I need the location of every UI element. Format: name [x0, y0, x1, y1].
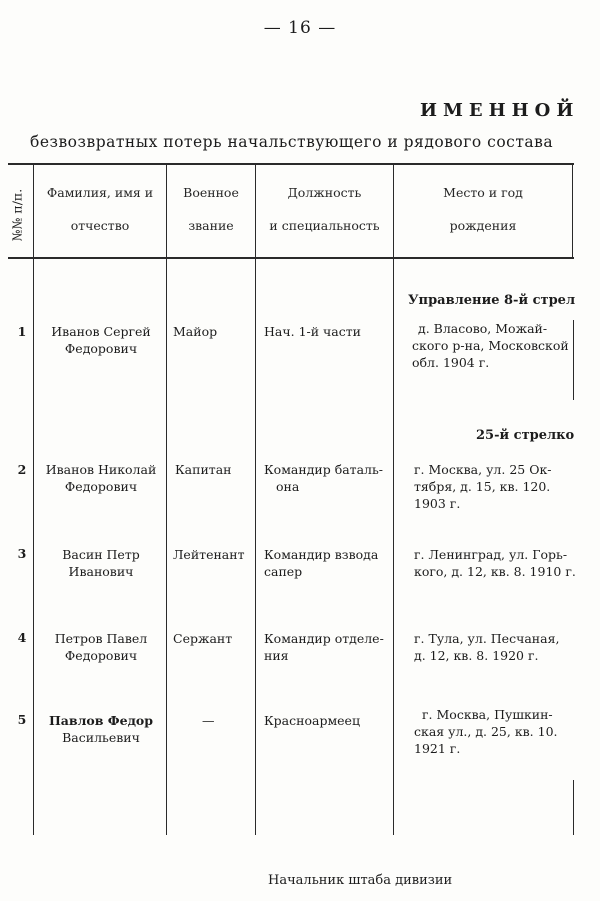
row-name: Петров Павел Федорович: [54, 631, 148, 663]
table-header-rule: [8, 257, 574, 259]
row-rank: Капитан: [175, 462, 232, 477]
row-rank: —: [202, 713, 215, 728]
unit-heading: Управление 8-й стрел: [408, 293, 576, 308]
header-rank: Военное звание: [183, 185, 239, 233]
row-number: 2: [17, 462, 27, 477]
unit-heading: 25-й стрелко: [476, 428, 575, 443]
row-birthplace: г. Тула, ул. Песчаная, д. 12, кв. 8. 1920 г.: [414, 631, 560, 663]
row-name: Павлов Федор Васильевич: [49, 713, 153, 745]
row-number: 4: [17, 630, 27, 645]
row-position: Командир баталь- она: [264, 462, 384, 494]
row-position: Командир взвода сапер: [264, 547, 379, 579]
column-divider-rank: [255, 163, 256, 835]
row-birthplace: г. Москва, ул. 25 Ок- тября, д. 15, кв. 120. 1903 г.: [414, 462, 552, 511]
document-subtitle: безвозвратных потерь начальствующего и рядового состава: [30, 133, 554, 151]
signature-line: Начальник штаба дивизии: [268, 873, 453, 888]
row-position: Нач. 1-й части: [264, 324, 362, 339]
table-top-rule: [8, 163, 574, 165]
row-birthplace: д. Власово, Можай- ского р-на, Московской обл. 1904 г.: [412, 321, 569, 370]
row-number: 1: [17, 324, 27, 339]
unit-bracket-1: [573, 320, 574, 400]
row-birthplace: г. Москва, Пушкин- ская ул., д. 25, кв. 10. 1921 г.: [414, 707, 558, 756]
row-rank: Сержант: [173, 631, 233, 646]
document-title: ИМЕННОЙ: [420, 100, 580, 121]
row-rank: Лейтенант: [173, 547, 245, 562]
column-divider-num: [33, 163, 34, 835]
row-name: Васин Петр Иванович: [62, 547, 140, 579]
row-position: Красноармеец: [264, 713, 360, 728]
header-position: Должность и специальность: [269, 185, 380, 233]
unit-bracket-2: [573, 780, 574, 835]
header-name: Фамилия, имя и отчество: [46, 185, 154, 233]
column-divider-name: [166, 163, 167, 835]
column-divider-position: [393, 163, 394, 835]
row-position: Командир отделе- ния: [264, 631, 384, 663]
row-rank: Майор: [173, 324, 218, 339]
header-number: №№ п/п.: [9, 188, 25, 242]
header-birth: Место и год рождения: [443, 185, 523, 233]
row-name: Иванов Николай Федорович: [45, 462, 157, 494]
table-right-edge: [572, 163, 573, 258]
row-name: Иванов Сергей Федорович: [51, 324, 151, 356]
row-number: 5: [17, 712, 27, 727]
row-birthplace: г. Ленинград, ул. Горь- кого, д. 12, кв. 8. 1910 г.: [414, 547, 576, 579]
page-number: — 16 —: [263, 18, 337, 38]
row-number: 3: [17, 546, 27, 561]
